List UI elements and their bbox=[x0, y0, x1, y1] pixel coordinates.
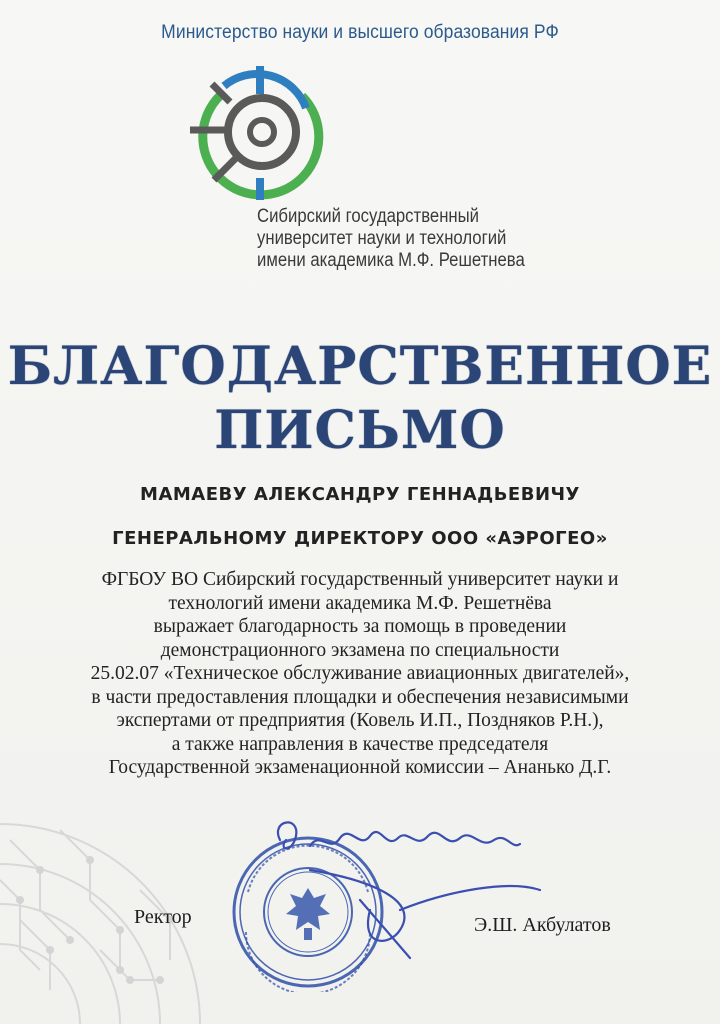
body-line: ФГБОУ ВО Сибирский государственный университет науки и bbox=[101, 569, 619, 590]
body-line: в части предоставления площадки и обеспечения независимыми bbox=[91, 686, 629, 708]
university-name bbox=[257, 206, 525, 272]
ministry-header: Министерство науки и высшего образования РФ bbox=[161, 22, 559, 43]
university-name-line: Сибирский государственный bbox=[257, 206, 480, 227]
letter-title-line-2: ПИСЬМО bbox=[214, 400, 506, 461]
letter-body bbox=[40, 568, 680, 780]
body-line: Государственной экзаменационной комиссии – Ананько Д.Г. bbox=[108, 757, 612, 778]
handwritten-signature-icon bbox=[250, 810, 550, 960]
body-line: экспертами от предприятия (Ковель И.П., Поздняков Р.Н.), bbox=[116, 710, 604, 731]
university-name-line: университет науки и технологий bbox=[257, 228, 507, 249]
recipient-position: ГЕНЕРАЛЬНОМУ ДИРЕКТОРУ ООО «АЭРОГЕО» bbox=[112, 528, 608, 549]
body-line: 25.02.07 «Техническое обслуживание авиационных двигателей», bbox=[90, 663, 630, 684]
university-name-line: имени академика М.Ф. Решетнева bbox=[257, 250, 525, 271]
signatory-name: Э.Ш. Акбулатов bbox=[474, 914, 611, 936]
body-line: выражает благодарность за помощь в проведении bbox=[153, 616, 567, 637]
recipient-name: МАМАЕВУ АЛЕКСАНДРУ ГЕННАДЬЕВИЧУ bbox=[140, 484, 580, 505]
body-line: технологий имени академика М.Ф. Решетнёва bbox=[168, 592, 552, 614]
body-line: а также направления в качестве председателя bbox=[171, 733, 549, 755]
university-logo-icon bbox=[184, 62, 332, 202]
letter-title-line-1: БЛАГОДАРСТВЕННОЕ bbox=[7, 336, 713, 397]
signature-role: Ректор bbox=[134, 906, 192, 928]
body-line: демонстрационного экзамена по специальности bbox=[160, 639, 560, 661]
